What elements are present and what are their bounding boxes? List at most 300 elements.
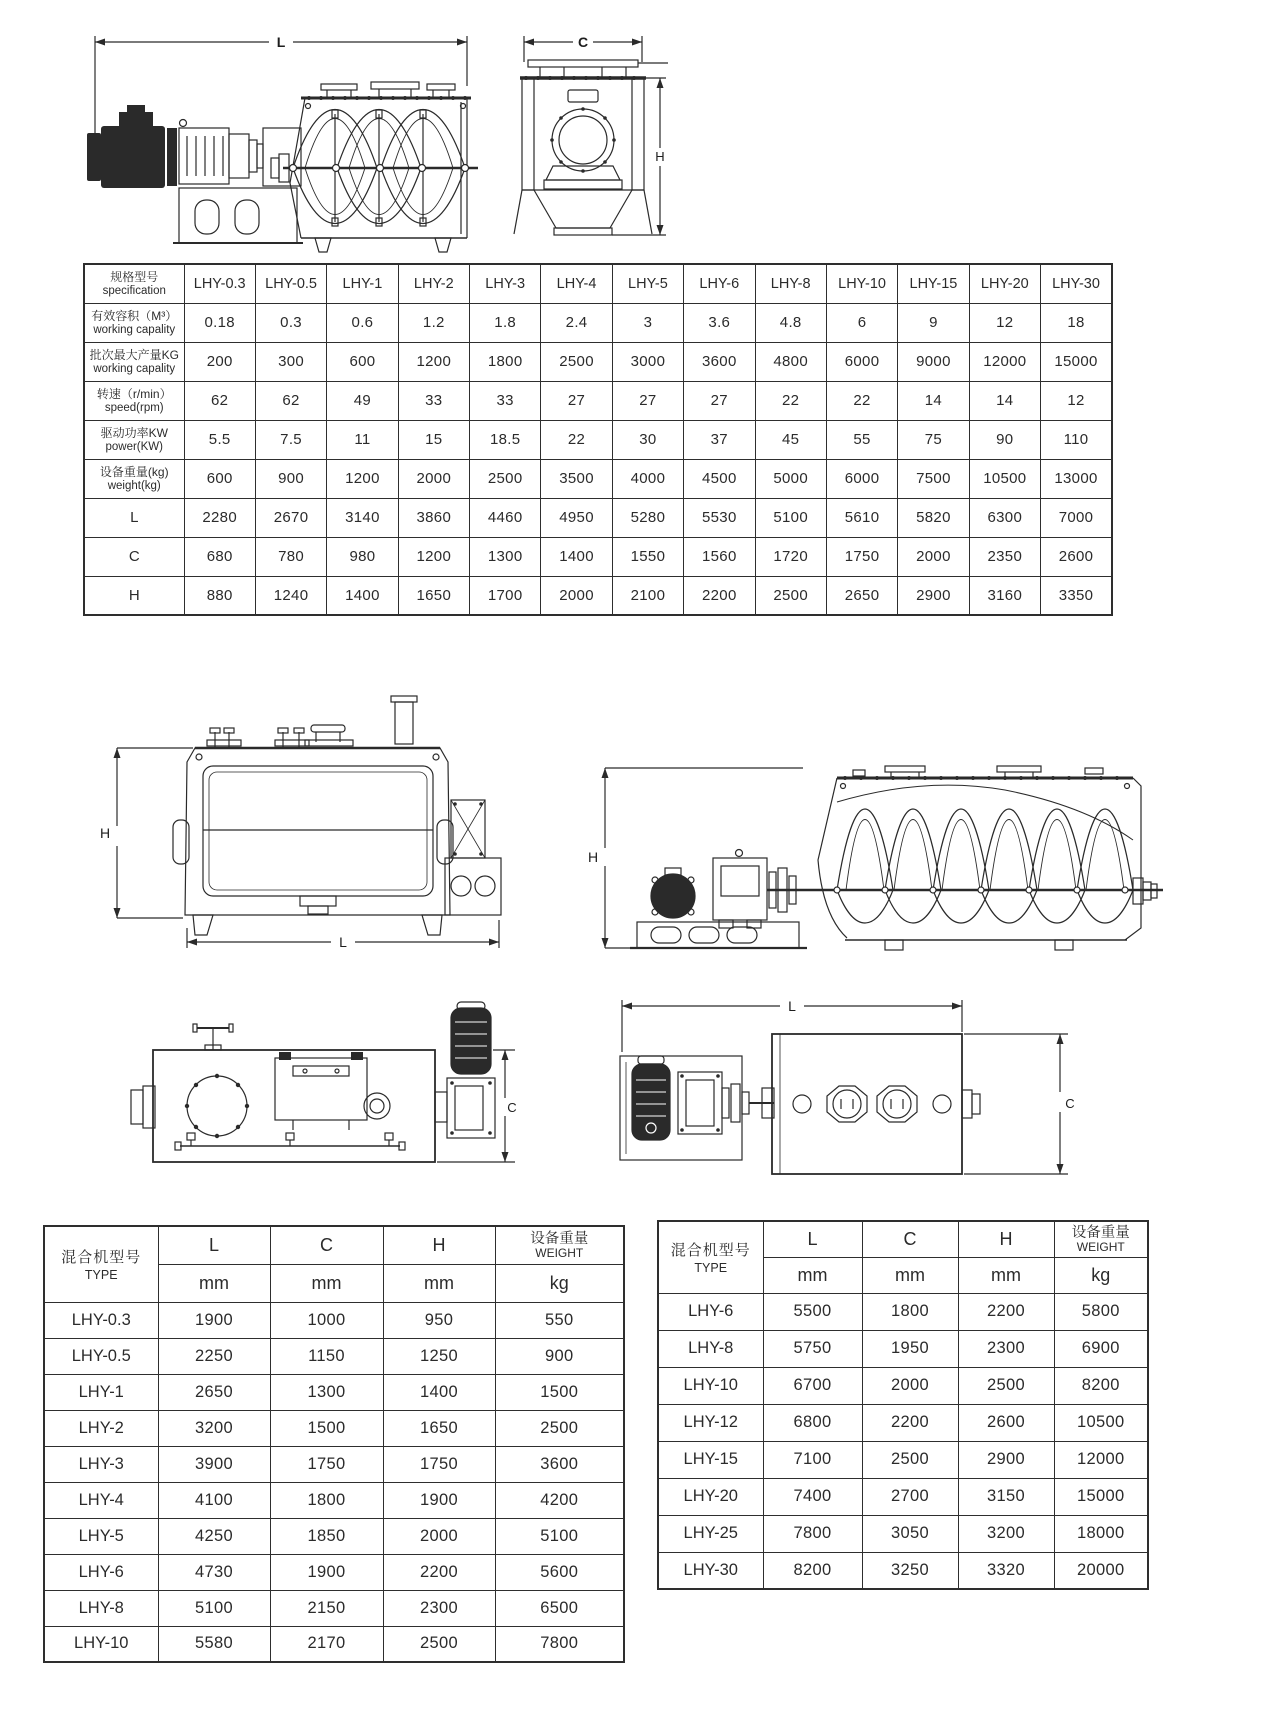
spec-value: 4.8 xyxy=(755,303,826,342)
unit-header: mm xyxy=(862,1257,958,1293)
spec-row xyxy=(84,381,1112,420)
dimension-cell: 7400 xyxy=(763,1478,862,1515)
spec-value: 6300 xyxy=(969,498,1040,537)
gearbox xyxy=(678,1072,774,1134)
spec-value: 110 xyxy=(1041,420,1113,459)
dimension-cell: 1500 xyxy=(270,1410,383,1446)
spec-row xyxy=(84,303,1112,342)
dimension-cell: 3900 xyxy=(158,1446,270,1482)
spec-value: 3500 xyxy=(541,459,612,498)
spec-model-header: LHY-15 xyxy=(898,264,969,303)
table-row xyxy=(658,1330,1148,1367)
spec-value: 3160 xyxy=(969,576,1040,615)
dimension-cell: 2000 xyxy=(383,1518,495,1554)
unit-header: mm xyxy=(158,1264,270,1302)
table-row xyxy=(44,1590,624,1626)
model-cell: LHY-10 xyxy=(44,1626,158,1662)
spec-value: 7.5 xyxy=(255,420,326,459)
dimension-cell: 3250 xyxy=(862,1552,958,1589)
spec-value: 12000 xyxy=(969,342,1040,381)
type-header-cn: 混合机型号 xyxy=(670,1242,751,1260)
dimension-cell: 2200 xyxy=(862,1404,958,1441)
spec-value: 6000 xyxy=(826,342,897,381)
dimension-cell: 3150 xyxy=(958,1478,1054,1515)
drawing-mixer-side-view xyxy=(83,28,478,256)
unit-header: mm xyxy=(763,1257,862,1293)
model-cell: LHY-6 xyxy=(658,1293,763,1330)
column-header: H xyxy=(958,1221,1054,1257)
spec-value: 2600 xyxy=(1041,537,1113,576)
spec-value: 1400 xyxy=(541,537,612,576)
type-header-en: TYPE xyxy=(694,1261,728,1276)
spec-value: 0.18 xyxy=(184,303,255,342)
dimension-cell: 6700 xyxy=(763,1367,862,1404)
dim-label-H: H xyxy=(587,849,599,865)
weight-header-en: WEIGHT xyxy=(1076,1240,1125,1255)
spec-header-cn: 规格型号 xyxy=(110,269,159,284)
spec-row-label xyxy=(84,498,184,537)
dimension-table-right-body xyxy=(658,1221,1148,1589)
spec-value: 3000 xyxy=(612,342,683,381)
spec-value: 22 xyxy=(755,381,826,420)
dimension-cell: 6800 xyxy=(763,1404,862,1441)
dimension-cell: 1850 xyxy=(270,1518,383,1554)
spec-row-label xyxy=(84,576,184,615)
spec-value: 1560 xyxy=(684,537,755,576)
spec-value: 2100 xyxy=(612,576,683,615)
table-row xyxy=(44,1626,624,1662)
spec-row xyxy=(84,420,1112,459)
dimension-cell: 3050 xyxy=(862,1515,958,1552)
spec-value: 27 xyxy=(612,381,683,420)
spec-value: 18.5 xyxy=(470,420,541,459)
dimension-cell: 3600 xyxy=(495,1446,624,1482)
spec-value: 4500 xyxy=(684,459,755,498)
dim-label-L: L xyxy=(276,34,286,50)
dimension-cell: 1650 xyxy=(383,1410,495,1446)
spec-row-label-cn: 有效容积（M³） xyxy=(91,308,178,323)
spec-value: 880 xyxy=(184,576,255,615)
drawing-mixer-side-view-2 xyxy=(585,690,1170,962)
spec-value: 18 xyxy=(1041,303,1113,342)
drawing-mixer-top-view-1 xyxy=(125,1000,520,1172)
table-row xyxy=(658,1367,1148,1404)
gearbox xyxy=(179,120,301,187)
dimension-cell: 2500 xyxy=(495,1410,624,1446)
dim-label-C: C xyxy=(577,34,589,50)
spec-value: 5820 xyxy=(898,498,969,537)
gearbox xyxy=(713,850,796,929)
spec-value: 5530 xyxy=(684,498,755,537)
dimension-cell: 1250 xyxy=(383,1338,495,1374)
spec-value: 1720 xyxy=(755,537,826,576)
ribbon-agitator xyxy=(271,110,478,227)
dimension-cell: 550 xyxy=(495,1302,624,1338)
spec-value: 62 xyxy=(184,381,255,420)
dimension-cell: 2300 xyxy=(383,1590,495,1626)
dimension-cell: 2150 xyxy=(270,1590,383,1626)
spec-model-header: LHY-4 xyxy=(541,264,612,303)
dimension-cell: 7100 xyxy=(763,1441,862,1478)
spec-value: 2670 xyxy=(255,498,326,537)
spec-value: 30 xyxy=(612,420,683,459)
spec-value: 4460 xyxy=(470,498,541,537)
spec-value: 2500 xyxy=(470,459,541,498)
spec-row xyxy=(84,342,1112,381)
dimension-cell: 12000 xyxy=(1054,1441,1148,1478)
spec-value: 3140 xyxy=(327,498,398,537)
spec-value: 33 xyxy=(398,381,469,420)
shell xyxy=(173,748,453,935)
table-row xyxy=(44,1518,624,1554)
motor xyxy=(447,1002,495,1138)
motor xyxy=(651,868,695,918)
spec-value: 1300 xyxy=(470,537,541,576)
spec-row-label xyxy=(84,342,184,381)
type-header-cn: 混合机型号 xyxy=(61,1249,142,1267)
motor xyxy=(632,1056,670,1140)
dimension-cell: 2200 xyxy=(958,1293,1054,1330)
dimension-cell: 18000 xyxy=(1054,1515,1148,1552)
weight-header xyxy=(1054,1221,1148,1257)
motor xyxy=(87,105,177,188)
spec-row-label xyxy=(84,381,184,420)
flange-manhole xyxy=(185,1074,390,1138)
table-row xyxy=(44,1482,624,1518)
dimension-cell: 5580 xyxy=(158,1626,270,1662)
spec-header-en: specification xyxy=(102,284,166,297)
spec-value: 3.6 xyxy=(684,303,755,342)
spec-value: 5280 xyxy=(612,498,683,537)
unit-header: mm xyxy=(383,1264,495,1302)
spec-value: 2350 xyxy=(969,537,1040,576)
spec-value: 0.3 xyxy=(255,303,326,342)
dimension-table-left-body xyxy=(44,1226,624,1662)
dimension-cell: 3200 xyxy=(158,1410,270,1446)
dimension-cell: 10500 xyxy=(1054,1404,1148,1441)
model-cell: LHY-20 xyxy=(658,1478,763,1515)
dimension-cell: 8200 xyxy=(763,1552,862,1589)
spec-value: 2000 xyxy=(898,537,969,576)
unit-header: kg xyxy=(495,1264,624,1302)
spec-value: 1750 xyxy=(826,537,897,576)
dim-label-L: L xyxy=(788,998,796,1014)
spec-model-header: LHY-10 xyxy=(826,264,897,303)
weight-header xyxy=(495,1226,624,1264)
spec-value: 14 xyxy=(969,381,1040,420)
dimension-cell: 2650 xyxy=(158,1374,270,1410)
spec-value: 2650 xyxy=(826,576,897,615)
dimension-cell: 2250 xyxy=(158,1338,270,1374)
spec-value: 2.4 xyxy=(541,303,612,342)
dimension-cell: 2500 xyxy=(383,1626,495,1662)
spec-row-label-letter: L xyxy=(130,509,139,526)
dimension-cell: 15000 xyxy=(1054,1478,1148,1515)
dimension-cell: 1150 xyxy=(270,1338,383,1374)
spec-value: 780 xyxy=(255,537,326,576)
spec-row-label-cn: 批次最大产量KG xyxy=(89,347,179,362)
model-cell: LHY-15 xyxy=(658,1441,763,1478)
dimension-cell: 4100 xyxy=(158,1482,270,1518)
spec-row xyxy=(84,459,1112,498)
type-header-en: TYPE xyxy=(84,1268,118,1283)
dim-label-H: H xyxy=(99,825,111,841)
spec-value: 6000 xyxy=(826,459,897,498)
drawing-mixer-end-view xyxy=(494,28,670,256)
dimension-cell: 3320 xyxy=(958,1552,1054,1589)
spec-value: 1200 xyxy=(327,459,398,498)
dimension-cell: 5800 xyxy=(1054,1293,1148,1330)
dimension-cell: 5600 xyxy=(495,1554,624,1590)
dimension-cell: 4250 xyxy=(158,1518,270,1554)
table-row xyxy=(44,1410,624,1446)
spec-value: 13000 xyxy=(1041,459,1113,498)
type-header xyxy=(658,1221,763,1293)
dim-label-C: C xyxy=(507,1100,517,1115)
dimension-cell: 1800 xyxy=(862,1293,958,1330)
table-row xyxy=(44,1338,624,1374)
spec-value: 62 xyxy=(255,381,326,420)
spec-value: 1200 xyxy=(398,537,469,576)
spec-value: 200 xyxy=(184,342,255,381)
inlet-pipe xyxy=(193,1024,233,1050)
column-header: C xyxy=(270,1226,383,1264)
spec-table xyxy=(83,263,1113,616)
spec-value: 600 xyxy=(184,459,255,498)
spec-row-label-cn: 转速（r/min） xyxy=(96,386,172,401)
spec-table-body xyxy=(84,264,1112,615)
top-fittings xyxy=(207,696,417,748)
dimension-line-H xyxy=(117,748,193,918)
spec-value: 11 xyxy=(327,420,398,459)
model-cell: LHY-8 xyxy=(44,1590,158,1626)
dimension-cell: 20000 xyxy=(1054,1552,1148,1589)
spec-value: 3 xyxy=(612,303,683,342)
model-cell: LHY-8 xyxy=(658,1330,763,1367)
dimension-cell: 2500 xyxy=(958,1367,1054,1404)
table-row xyxy=(658,1478,1148,1515)
spec-model-header: LHY-0.3 xyxy=(184,264,255,303)
model-cell: LHY-2 xyxy=(44,1410,158,1446)
spec-value: 1.8 xyxy=(470,303,541,342)
spec-model-header: LHY-20 xyxy=(969,264,1040,303)
unit-header: kg xyxy=(1054,1257,1148,1293)
spec-value: 2200 xyxy=(684,576,755,615)
spec-value: 22 xyxy=(826,381,897,420)
spec-value: 1800 xyxy=(470,342,541,381)
spec-value: 680 xyxy=(184,537,255,576)
spec-value: 600 xyxy=(327,342,398,381)
drawing-mixer-top-view-2 xyxy=(612,992,1082,1190)
weight-header-cn: 设备重量 xyxy=(530,1230,589,1247)
dimension-line-H xyxy=(605,768,803,948)
dimension-cell: 2000 xyxy=(862,1367,958,1404)
column-header: C xyxy=(862,1221,958,1257)
dimension-cell: 5100 xyxy=(158,1590,270,1626)
spec-row-label xyxy=(84,459,184,498)
dimension-cell: 2170 xyxy=(270,1626,383,1662)
model-cell: LHY-6 xyxy=(44,1554,158,1590)
dim-label-L: L xyxy=(339,934,347,950)
spec-value: 27 xyxy=(684,381,755,420)
spec-value: 55 xyxy=(826,420,897,459)
table-row xyxy=(658,1552,1148,1589)
spec-value: 0.6 xyxy=(327,303,398,342)
dimension-cell: 7800 xyxy=(495,1626,624,1662)
spec-row-label xyxy=(84,420,184,459)
spec-value: 10500 xyxy=(969,459,1040,498)
dim-label-C: C xyxy=(1065,1096,1075,1111)
dimension-cell: 1300 xyxy=(270,1374,383,1410)
spec-value: 2280 xyxy=(184,498,255,537)
dimension-cell: 5100 xyxy=(495,1518,624,1554)
spec-value: 2500 xyxy=(541,342,612,381)
spec-row-label xyxy=(84,537,184,576)
dimension-cell: 4200 xyxy=(495,1482,624,1518)
spec-value: 3600 xyxy=(684,342,755,381)
spec-row-label xyxy=(84,303,184,342)
spec-value: 15000 xyxy=(1041,342,1113,381)
spec-value: 5000 xyxy=(755,459,826,498)
model-cell: LHY-1 xyxy=(44,1374,158,1410)
spec-row-label-en: working capality xyxy=(93,362,176,375)
column-header: L xyxy=(158,1226,270,1264)
body xyxy=(762,1034,980,1174)
table-row xyxy=(658,1441,1148,1478)
table-row xyxy=(658,1404,1148,1441)
spec-model-header: LHY-0.5 xyxy=(255,264,326,303)
cover-plate xyxy=(275,1052,367,1130)
spec-value: 75 xyxy=(898,420,969,459)
dimension-cell: 1400 xyxy=(383,1374,495,1410)
spec-value: 980 xyxy=(327,537,398,576)
dimension-cell: 3200 xyxy=(958,1515,1054,1552)
dimension-cell: 6500 xyxy=(495,1590,624,1626)
dim-label-H: H xyxy=(655,149,665,164)
spec-value: 15 xyxy=(398,420,469,459)
spec-value: 2000 xyxy=(541,576,612,615)
dimension-cell: 2500 xyxy=(862,1441,958,1478)
spec-row xyxy=(84,498,1112,537)
spec-row xyxy=(84,537,1112,576)
column-header: H xyxy=(383,1226,495,1264)
dimension-cell: 1000 xyxy=(270,1302,383,1338)
spec-row-label-cn: 设备重量(kg) xyxy=(99,464,169,479)
spec-value: 2000 xyxy=(398,459,469,498)
model-cell: LHY-4 xyxy=(44,1482,158,1518)
spec-value: 300 xyxy=(255,342,326,381)
model-cell: LHY-10 xyxy=(658,1367,763,1404)
dimension-cell: 1750 xyxy=(383,1446,495,1482)
support-pedestal xyxy=(173,188,303,243)
spec-value: 2500 xyxy=(755,576,826,615)
spec-model-header: LHY-5 xyxy=(612,264,683,303)
bearing-assembly xyxy=(544,90,622,189)
model-cell: LHY-3 xyxy=(44,1446,158,1482)
weight-header-cn: 设备重量 xyxy=(1071,1224,1130,1241)
spec-model-header: LHY-8 xyxy=(755,264,826,303)
dimension-cell: 1500 xyxy=(495,1374,624,1410)
dimension-cell: 2700 xyxy=(862,1478,958,1515)
table-row xyxy=(44,1446,624,1482)
spec-value: 3350 xyxy=(1041,576,1113,615)
spec-value: 4800 xyxy=(755,342,826,381)
spec-value: 1.2 xyxy=(398,303,469,342)
spec-value: 900 xyxy=(255,459,326,498)
spec-row-label-en: speed(rpm) xyxy=(104,401,164,414)
spec-row-label-en: working capality xyxy=(93,323,176,336)
spec-row-label-letter: H xyxy=(128,586,140,604)
spec-value: 22 xyxy=(541,420,612,459)
spec-value: 37 xyxy=(684,420,755,459)
spec-value: 1650 xyxy=(398,576,469,615)
manholes xyxy=(793,1086,951,1122)
model-cell: LHY-5 xyxy=(44,1518,158,1554)
table-row xyxy=(44,1554,624,1590)
model-cell: LHY-30 xyxy=(658,1552,763,1589)
dimension-cell: 5750 xyxy=(763,1330,862,1367)
spec-model-header: LHY-6 xyxy=(684,264,755,303)
spec-value: 3860 xyxy=(398,498,469,537)
spec-value: 5610 xyxy=(826,498,897,537)
model-cell: LHY-0.5 xyxy=(44,1338,158,1374)
model-cell: LHY-25 xyxy=(658,1515,763,1552)
unit-header: mm xyxy=(958,1257,1054,1293)
table-row xyxy=(44,1374,624,1410)
spec-header-row xyxy=(84,264,1112,303)
weight-header-en: WEIGHT xyxy=(535,1246,584,1261)
drive-unit xyxy=(445,800,501,915)
spec-value: 12 xyxy=(1041,381,1113,420)
body xyxy=(131,1050,447,1162)
dimension-cell: 1900 xyxy=(158,1302,270,1338)
spec-value: 12 xyxy=(969,303,1040,342)
dimension-cell: 2600 xyxy=(958,1404,1054,1441)
spec-value: 4000 xyxy=(612,459,683,498)
spec-value: 1550 xyxy=(612,537,683,576)
model-cell: LHY-12 xyxy=(658,1404,763,1441)
dimension-cell: 4730 xyxy=(158,1554,270,1590)
dimension-cell: 1900 xyxy=(270,1554,383,1590)
unit-header: mm xyxy=(270,1264,383,1302)
dimension-cell: 8200 xyxy=(1054,1367,1148,1404)
spec-value: 4950 xyxy=(541,498,612,537)
dimension-cell: 900 xyxy=(495,1338,624,1374)
top-cover xyxy=(520,60,668,80)
spec-value: 33 xyxy=(470,381,541,420)
dimension-cell: 2300 xyxy=(958,1330,1054,1367)
dimension-cell: 1750 xyxy=(270,1446,383,1482)
spec-row-label-cn: 驱动功率KW xyxy=(100,425,168,440)
spec-value: 27 xyxy=(541,381,612,420)
drawing-mixer-front-view xyxy=(95,680,505,952)
dim-header-row xyxy=(658,1221,1148,1257)
spec-value: 1240 xyxy=(255,576,326,615)
spec-value: 5.5 xyxy=(184,420,255,459)
spec-value: 9 xyxy=(898,303,969,342)
dim-header-row xyxy=(44,1226,624,1264)
dimension-cell: 6900 xyxy=(1054,1330,1148,1367)
spec-value: 7500 xyxy=(898,459,969,498)
spec-value: 45 xyxy=(755,420,826,459)
dimension-cell: 1950 xyxy=(862,1330,958,1367)
spec-model-header: LHY-30 xyxy=(1041,264,1113,303)
spec-value: 5100 xyxy=(755,498,826,537)
spec-value: 9000 xyxy=(898,342,969,381)
dimension-cell: 1900 xyxy=(383,1482,495,1518)
type-header xyxy=(44,1226,158,1302)
spec-model-header: LHY-2 xyxy=(398,264,469,303)
